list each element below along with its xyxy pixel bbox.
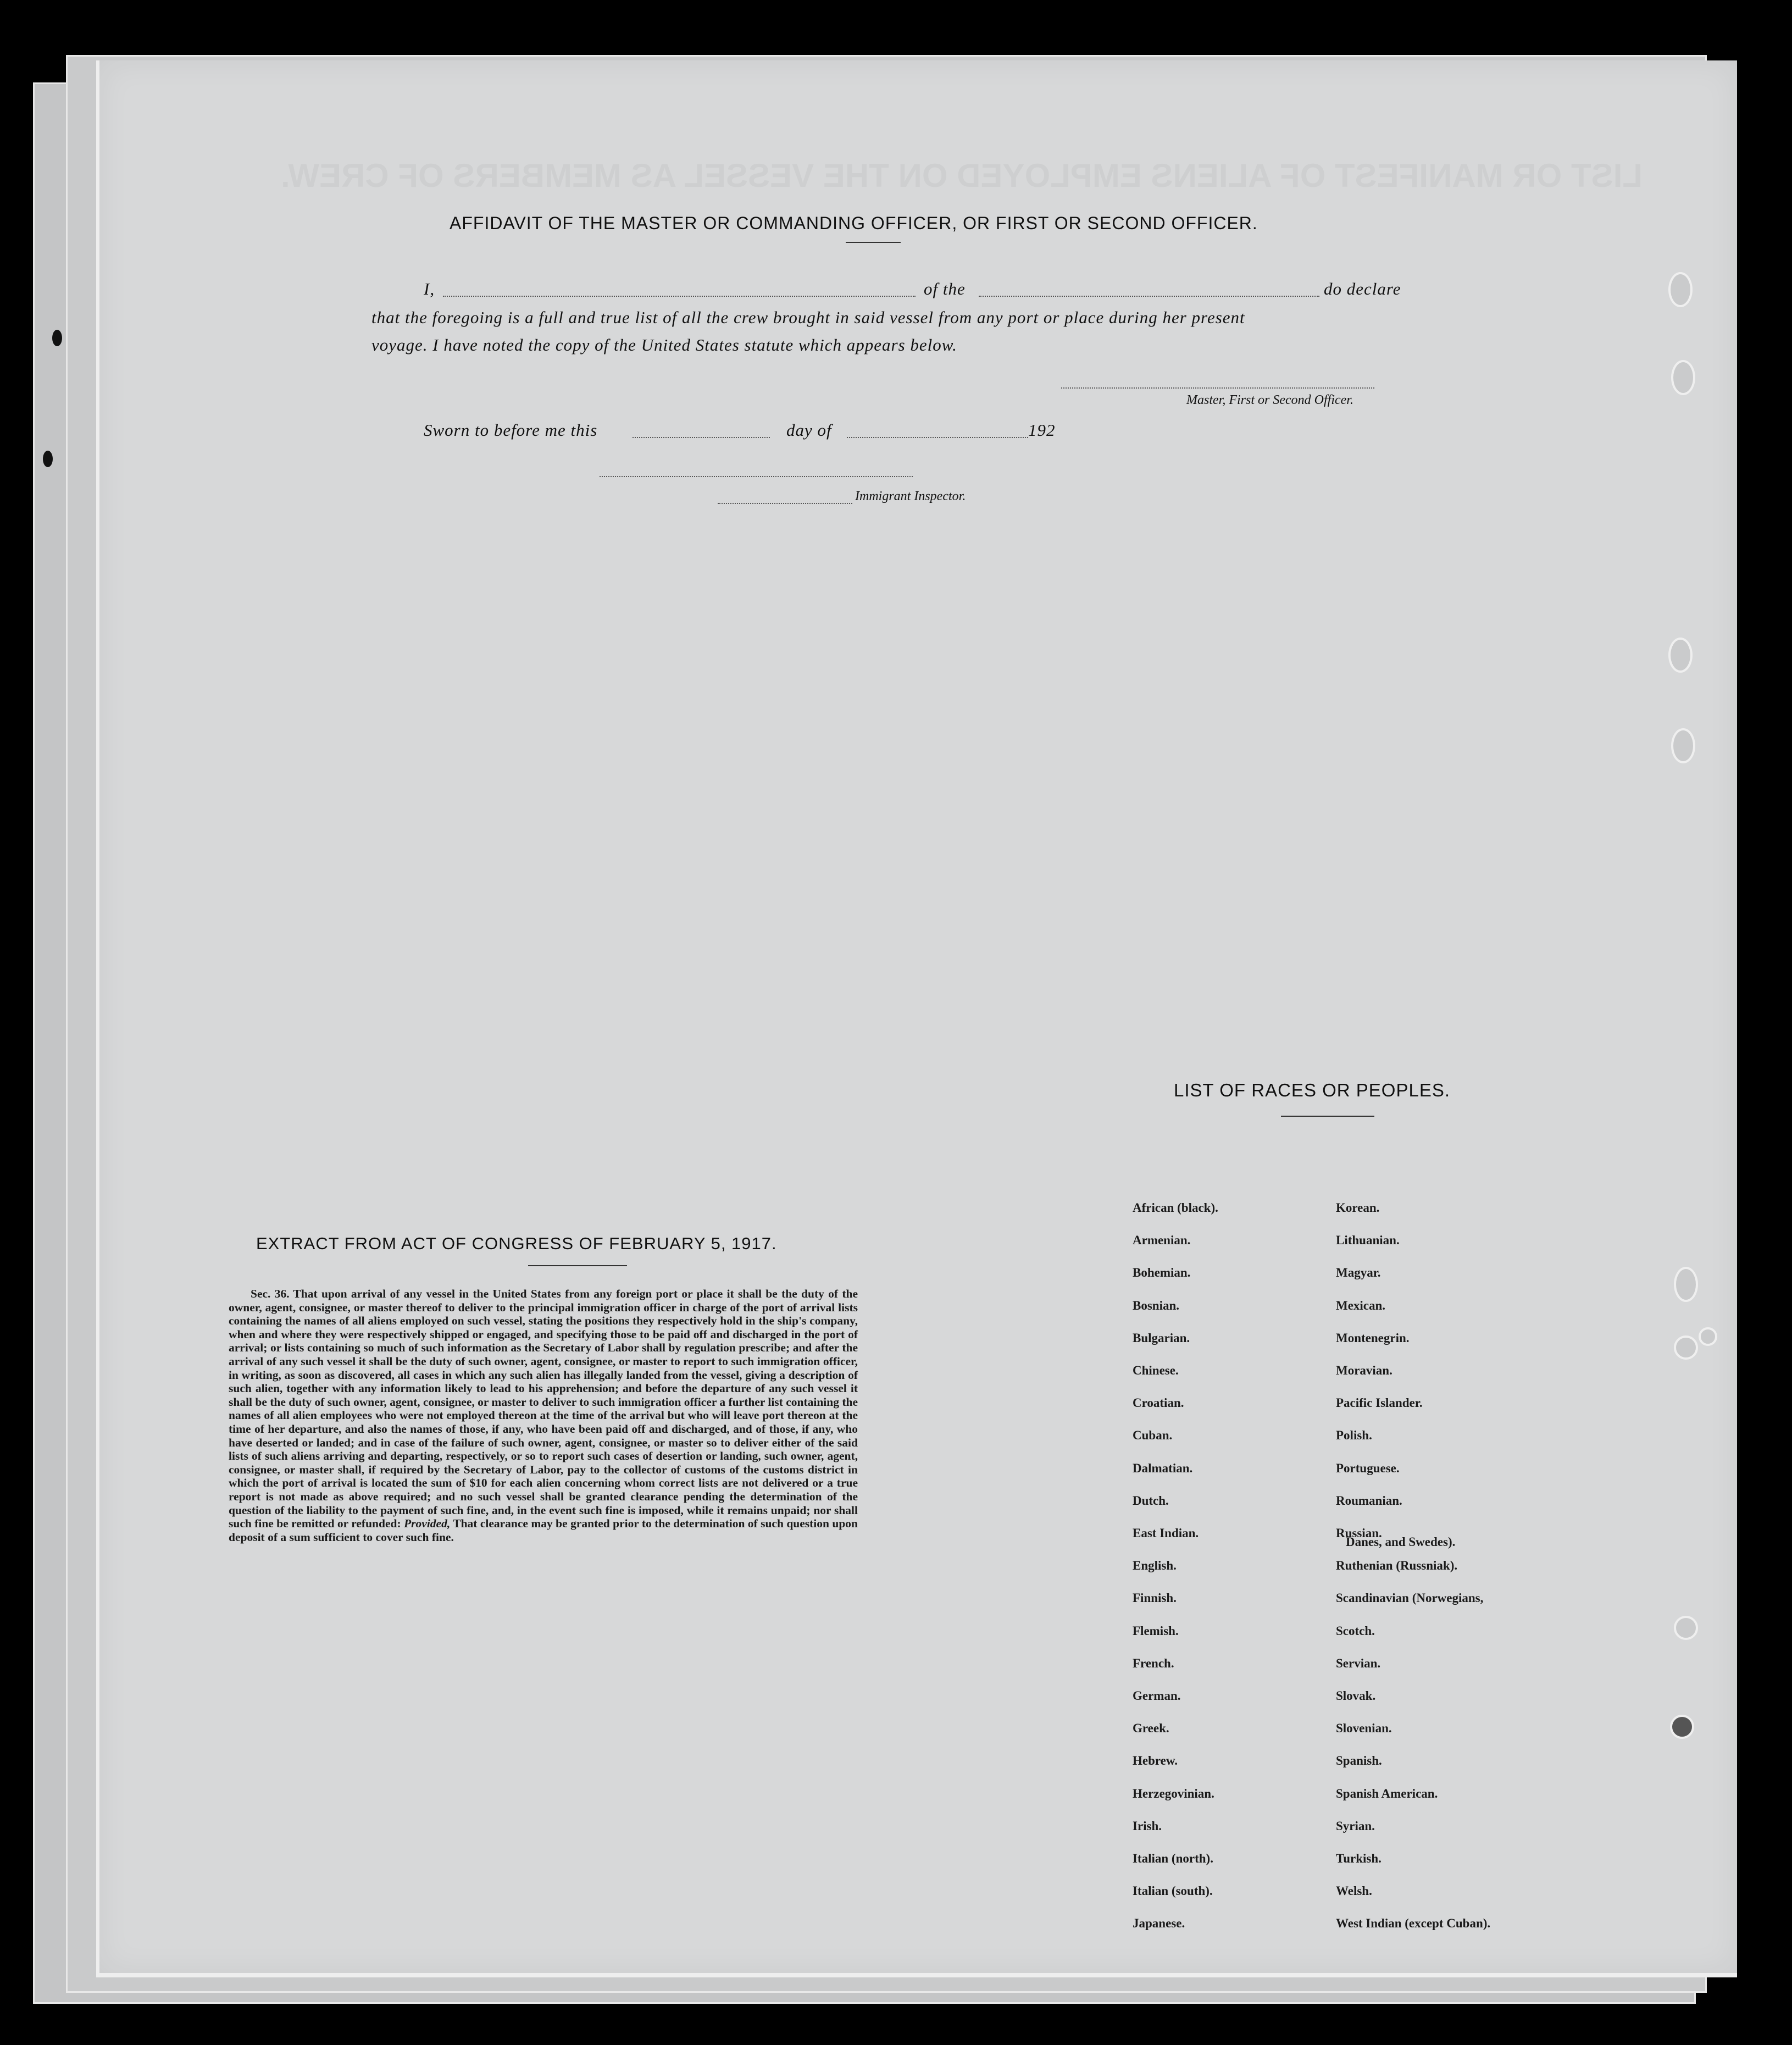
section-label: Sec. 36.	[251, 1287, 290, 1300]
race-item: Turkish.	[1336, 1852, 1382, 1865]
race-item-continuation: Danes, and Swedes).	[1346, 1535, 1456, 1549]
races-heading: LIST OF RACES OR PEOPLES.	[1174, 1080, 1451, 1100]
race-item: Roumanian.	[1336, 1493, 1402, 1508]
affidavit-i: I,	[424, 279, 435, 298]
vessel-field[interactable]	[979, 296, 1319, 297]
race-item: Montenegrin.	[1336, 1331, 1410, 1345]
affidavit-declare: do declare	[1324, 279, 1401, 298]
race-item: Russian.	[1336, 1526, 1382, 1540]
race-item: Lithuanian.	[1336, 1233, 1400, 1248]
bleed-through: LIST OR MANIFEST OF ALIENS EMPLOYED ON THE VESSEL AS MEMBERS OF CREW.	[281, 157, 1643, 194]
sworn-text: Sworn to before me this	[424, 420, 598, 440]
race-item: Korean.	[1336, 1201, 1380, 1215]
race-item: Herzegovinian.	[1133, 1786, 1214, 1800]
races-rule	[1281, 1116, 1374, 1117]
race-item: West Indian (except Cuban).	[1336, 1916, 1491, 1931]
sworn-month-field[interactable]	[847, 437, 1028, 438]
race-item: Syrian.	[1336, 1819, 1375, 1833]
provided-label: Provided,	[404, 1517, 451, 1531]
race-item: Greek.	[1133, 1721, 1169, 1736]
binder-hole-icon	[43, 451, 53, 467]
race-item: Croatian.	[1133, 1396, 1184, 1410]
punch-hole-icon	[1671, 728, 1695, 763]
race-item: Slovak.	[1336, 1689, 1376, 1703]
name-field[interactable]	[443, 296, 916, 297]
section-text: That upon arrival of any vessel in the United States from any foreign port or place it shall be the duty of the owner, agent, consignee, or master thereof to deliver to the principal immigration officer in charge of the port of arrival lists containing the names of all aliens employed on such vessel, stating the positions they respectively hold in the ship's company, when and where they were respectively shipped or engaged, and specifying those to be paid off and discharged in the port of arrival; or lists containing so much of such information as the Secretary of Labor shall by regulation prescribe; and after the arrival of any such vessel it shall be the duty of such owner, agent, consignee, or master to report to such immigration officer, in writing, as soon as discovered, all cases in which any such alien has illegally landed from the vessel, giving a description of such alien, together with any information likely to lead to his apprehension; and before the departure of any such vessel it shall be the duty of such owner, agent, consignee, or master to deliver to such immigration officer a further list containing the names of all alien employees who were not employed thereon at the time of the arrival but who will leave port thereon at the time of her departure, and also the names of those, if any, who have been paid off and discharged, and of those, if any, who have deserted or landed; and in case of the failure of such owner, agent, consignee, or master so to deliver either of the said lists of such aliens arriving and departing, respectively, or so to report such cases of desertion or landing, such owner, agent, consignee, or master shall, if required by the Secretary of Labor, pay to the collector of customs of the customs district in which the port of arrival is located the sum of $10 for each alien concerning whom correct lists are not delivered or a true report is not made as above required; and no such vessel shall be granted clearance pending the determination of the question of the liability to the payment of such fine, and, in the event such fine is imposed, while it remains unpaid; nor shall such fine be remitted or refunded:	[229, 1287, 858, 1531]
punch-hole-icon	[1674, 1616, 1698, 1640]
affidavit-heading: AFFIDAVIT OF THE MASTER OR COMMANDING OFFICER, OR FIRST OR SECOND OFFICER.	[450, 213, 1258, 233]
affidavit-of-the: of the	[924, 279, 966, 298]
binder-hole-icon	[52, 330, 62, 346]
race-item: Scandinavian (Norwegians,	[1336, 1591, 1484, 1605]
race-item: Italian (south).	[1133, 1884, 1213, 1898]
punch-hole-icon	[1699, 1327, 1717, 1346]
race-item: Moravian.	[1336, 1364, 1392, 1377]
affidavit-line2: that the foregoing is a full and true list of all the crew brought in said vessel from any port or place during her present	[371, 308, 1245, 327]
race-item: Italian (north).	[1133, 1852, 1213, 1865]
punch-hole-icon	[1671, 360, 1695, 395]
race-item: Bosnian.	[1133, 1298, 1180, 1312]
race-item: Magyar.	[1336, 1266, 1381, 1280]
race-item: Bohemian.	[1133, 1266, 1191, 1280]
extract-body	[229, 1287, 858, 1544]
race-item: Scotch.	[1336, 1623, 1375, 1638]
sworn-day-of: day of	[786, 420, 832, 440]
sworn-day-field[interactable]	[633, 437, 770, 438]
race-item: Pacific Islander.	[1336, 1396, 1423, 1410]
extract-heading: EXTRACT FROM ACT OF CONGRESS OF FEBRUARY 5, 1917.	[256, 1234, 777, 1253]
race-item: Welsh.	[1336, 1884, 1372, 1898]
inspector-field[interactable]	[600, 476, 913, 477]
race-item: Irish.	[1133, 1819, 1162, 1833]
race-item: English.	[1133, 1559, 1177, 1573]
punch-hole-icon	[1674, 1267, 1698, 1302]
race-item: Dutch.	[1133, 1493, 1169, 1508]
race-item: Slovenian.	[1336, 1721, 1392, 1736]
punch-hole-icon	[1674, 1335, 1698, 1360]
race-item: Finnish.	[1133, 1591, 1177, 1605]
race-item: East Indian.	[1133, 1526, 1199, 1540]
inspector-sign-field[interactable]	[718, 503, 852, 504]
race-item: French.	[1133, 1656, 1174, 1670]
race-item: Japanese.	[1133, 1916, 1185, 1931]
race-item: Armenian.	[1133, 1233, 1191, 1248]
race-item: Flemish.	[1133, 1623, 1179, 1638]
affidavit-line3: voyage. I have noted the copy of the United States statute which appears below.	[371, 335, 957, 354]
race-item: African (black).	[1133, 1201, 1218, 1215]
document-page	[96, 60, 1737, 1977]
inspector-caption: Immigrant Inspector.	[855, 489, 966, 503]
race-item: Spanish.	[1336, 1754, 1382, 1768]
signature-field[interactable]	[1061, 387, 1374, 389]
race-item: Dalmatian.	[1133, 1461, 1193, 1475]
race-item: Polish.	[1336, 1428, 1372, 1443]
sworn-year: 192	[1028, 420, 1056, 440]
punch-hole-icon	[1668, 272, 1693, 307]
section-text-end: That clearance may be granted prior to the determination of such question upon deposit of a sum sufficient to cover such fine.	[229, 1517, 858, 1544]
punch-hole-icon	[1670, 1715, 1694, 1739]
signature-caption: Master, First or Second Officer.	[1186, 393, 1353, 407]
race-item: Hebrew.	[1133, 1754, 1178, 1768]
race-item: Cuban.	[1133, 1428, 1173, 1443]
race-item: Portuguese.	[1336, 1461, 1400, 1475]
race-item: German.	[1133, 1689, 1181, 1703]
race-item: Ruthenian (Russniak).	[1336, 1559, 1458, 1573]
race-item: Spanish American.	[1336, 1786, 1438, 1800]
race-item: Mexican.	[1336, 1298, 1386, 1312]
heading-rule	[846, 242, 901, 243]
race-item: Servian.	[1336, 1656, 1381, 1670]
punch-hole-icon	[1668, 638, 1693, 673]
race-item: Chinese.	[1133, 1364, 1179, 1377]
race-item: Bulgarian.	[1133, 1331, 1190, 1345]
extract-rule	[528, 1265, 627, 1266]
